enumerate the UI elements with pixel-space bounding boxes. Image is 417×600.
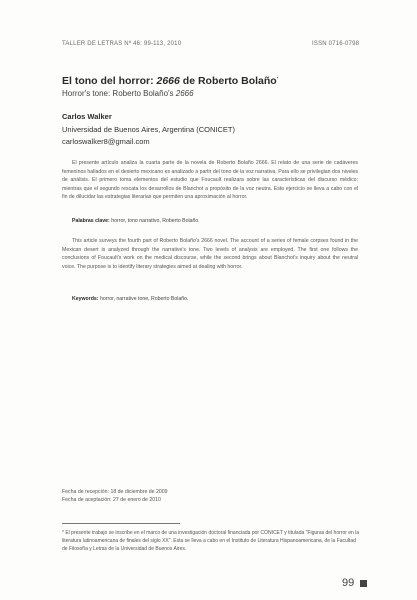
abstract-spanish: [62, 159, 358, 202]
subtitle-text: Horror's tone: Roberto Bolaño's: [62, 89, 176, 98]
abstract-english: [62, 237, 358, 271]
submission-dates: [62, 488, 322, 504]
abstract-en-text: This article surveys the fourth part of Roberto Bolaño's 2666 novel. The account of a series of female corpses found in the Mexican desert is analyzed through the narrative's tone. Two levels of analysis are employed. The first one follows the conclusions of Foucault's work on the medical discourse, while the second brings about Blanchot's inquiry about the neutral voice. The purpose is to identify literary strategies aimed at dealing with horror.: [62, 238, 358, 270]
article-subtitle: [62, 89, 194, 98]
keywords-es-value: horror, tono narrativo, Roberto Bolaño.: [109, 218, 200, 224]
page-marker-square: [360, 580, 367, 587]
date-received: Fecha de recepción: 18 de diciembre de 2009: [62, 489, 168, 495]
keywords-en-label: Keywords:: [72, 296, 99, 302]
title-italic: 2666: [156, 75, 180, 87]
keywords-es-label: Palabras clave:: [72, 218, 110, 224]
footnote-rule: [62, 523, 180, 524]
abstract-es-text: El presente artículo analiza la cuarta parte de la novela de Roberto Bolaño 2666. El relato de una serie de cadáveres femeninos hallados en el desierto mexicano es analizado a partir del tono de la voz narrativa. Para ello se privilegian dos niveles de análisis. El primero toma elementos del estudio que Foucault realizara sobre las características del discurso médico; mientras que el segundo rescata los desarrollos de Blanchot a propósito de la voz neutra. Este ejercicio se lleva a cabo con el fin de dilucidar las estrategias literarias que permiten una aproximación al horror.: [62, 160, 358, 201]
issn-header: ISSN 0716-0798: [312, 41, 360, 47]
title-marker: *: [276, 75, 279, 81]
article-title: [62, 75, 278, 87]
page-number: 99: [342, 577, 355, 589]
author-email: carloswalker8@gmail.com: [62, 137, 150, 146]
title-end: de Roberto Bolaño: [179, 75, 277, 87]
keywords-en-value: horror, narrative tone, Roberto Bolaño.: [98, 296, 189, 302]
keywords-english: [72, 296, 189, 302]
journal-header: TALLER DE LETRAS Nº 46: 99-113, 2010: [62, 41, 182, 47]
author-affiliation: Universidad de Buenos Aires, Argentina (CONICET): [62, 125, 235, 134]
author-name: Carlos Walker: [62, 112, 112, 121]
date-accepted: Fecha de aceptación: 27 de enero de 2010: [62, 497, 161, 503]
subtitle-italic: 2666: [175, 89, 194, 98]
title-main: El tono del horror:: [62, 75, 157, 87]
footnote: * El presente trabajo se inscribe en el marco de una investigación doctoral financiada por CONICET y titulada "Figuras del horror en la literatura latinoamericana de finales del siglo XX". Esta se lleva a cabo en el Instituto de Literatura Hispanoamericana, de la Facultad de Filosofía y Letras de la Universidad de Buenos Aires.: [62, 530, 360, 552]
keywords-spanish: [72, 218, 200, 224]
